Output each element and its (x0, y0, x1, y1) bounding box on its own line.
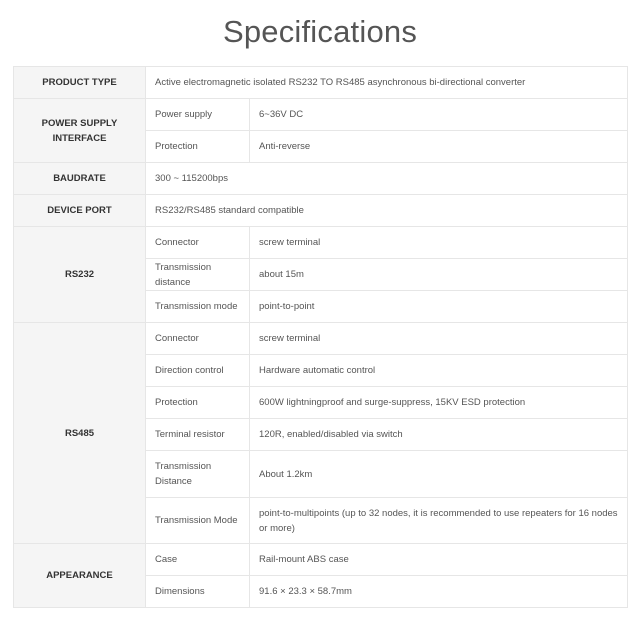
rs485-direction-label: Direction control (146, 355, 250, 387)
rs232-mode-value: point-to-point (250, 291, 628, 323)
category-rs485: RS485 (14, 323, 146, 544)
case-value: Rail-mount ABS case (250, 544, 628, 576)
category-power-supply-interface: POWER SUPPLY INTERFACE (14, 99, 146, 163)
table-row (14, 67, 628, 99)
device-port-value: RS232/RS485 standard compatible (146, 195, 628, 227)
category-rs232: RS232 (14, 227, 146, 323)
table-row (14, 195, 628, 227)
specifications-table (13, 66, 628, 608)
rs485-terminal-value: 120R, enabled/disabled via switch (250, 419, 628, 451)
category-device-port: DEVICE PORT (14, 195, 146, 227)
rs485-distance-value: About 1.2km (250, 451, 628, 498)
rs232-connector-label: Connector (146, 227, 250, 259)
power-protection-label: Protection (146, 131, 250, 163)
baudrate-value: 300 ~ 115200bps (146, 163, 628, 195)
category-product-type: PRODUCT TYPE (14, 67, 146, 99)
rs485-mode-value: point-to-multipoints (up to 32 nodes, it is recommended to use repeaters for 16 nodes or more) (250, 498, 628, 544)
rs485-distance-label: Transmission Distance (146, 451, 250, 498)
page-title: Specifications (222, 14, 418, 49)
dimensions-value: 91.6 × 23.3 × 58.7mm (250, 576, 628, 608)
category-baudrate: BAUDRATE (14, 163, 146, 195)
rs485-terminal-label: Terminal resistor (146, 419, 250, 451)
rs485-connector-label: Connector (146, 323, 250, 355)
table-row (14, 544, 628, 576)
rs232-distance-label: Transmission distance (146, 259, 250, 291)
rs485-mode-label: Transmission Mode (146, 498, 250, 544)
category-appearance: APPEARANCE (14, 544, 146, 608)
rs485-protection-value: 600W lightningproof and surge-suppress, 15KV ESD protection (250, 387, 628, 419)
rs232-connector-value: screw terminal (250, 227, 628, 259)
table-row (14, 163, 628, 195)
rs485-direction-value: Hardware automatic control (250, 355, 628, 387)
rs485-connector-value: screw terminal (250, 323, 628, 355)
table-row (14, 227, 628, 259)
dimensions-label: Dimensions (146, 576, 250, 608)
table-row (14, 99, 628, 131)
power-supply-label: Power supply (146, 99, 250, 131)
rs232-distance-value: about 15m (250, 259, 628, 291)
rs485-protection-label: Protection (146, 387, 250, 419)
table-row (14, 323, 628, 355)
power-supply-value: 6~36V DC (250, 99, 628, 131)
product-type-value: Active electromagnetic isolated RS232 TO RS485 asynchronous bi-directional converter (146, 67, 628, 99)
case-label: Case (146, 544, 250, 576)
power-protection-value: Anti-reverse (250, 131, 628, 163)
rs232-mode-label: Transmission mode (146, 291, 250, 323)
